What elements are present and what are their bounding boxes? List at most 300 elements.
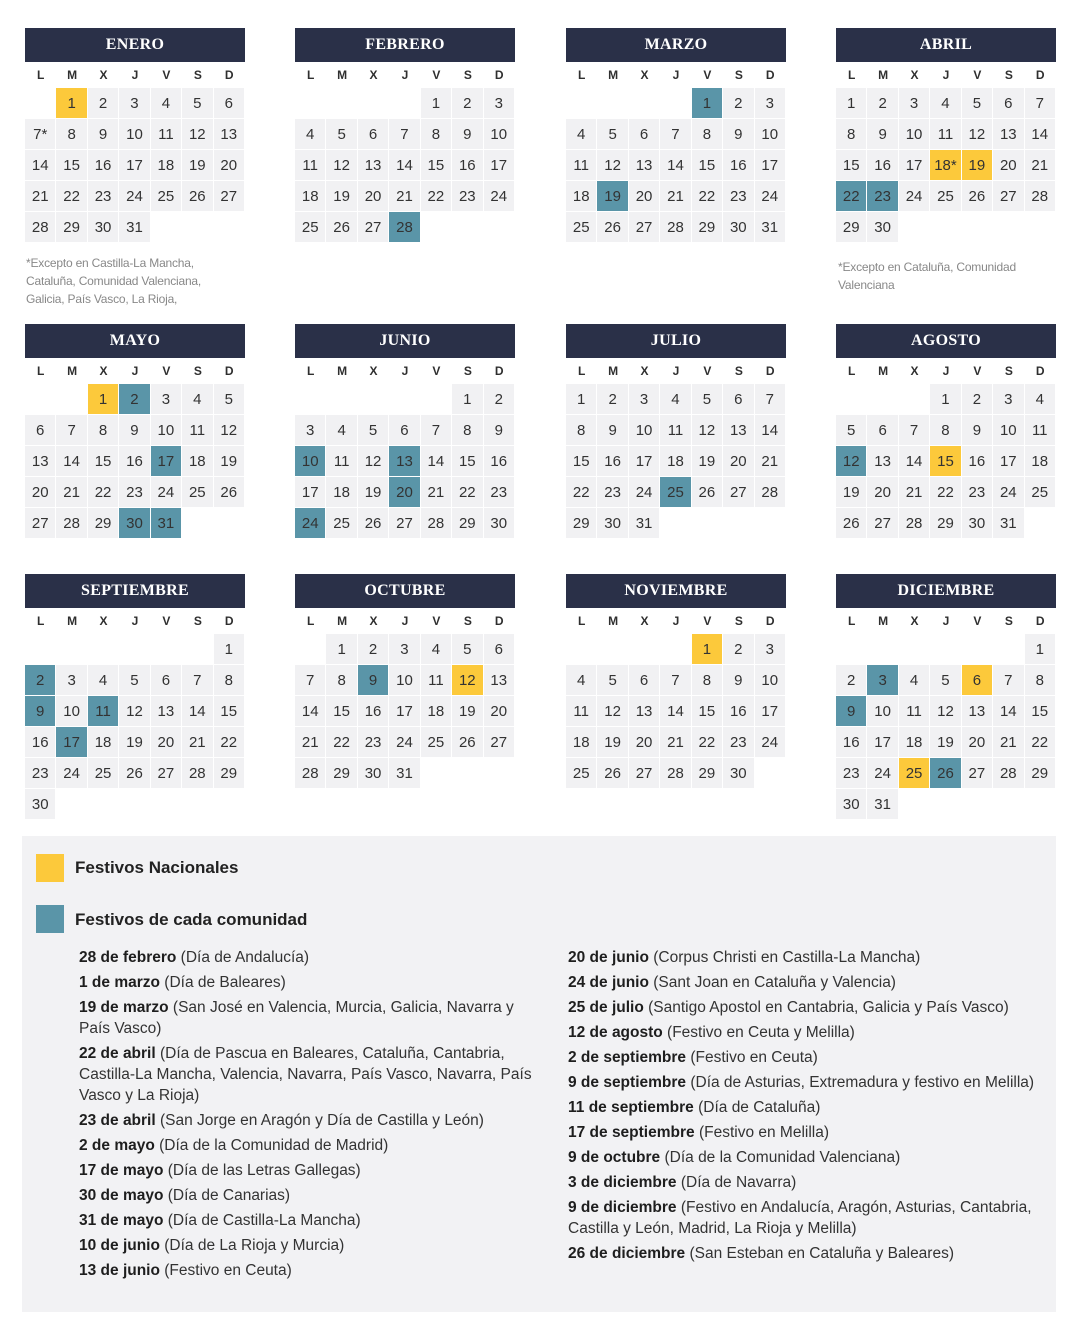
day-empty <box>295 384 326 415</box>
day-cell: 4 <box>930 88 961 119</box>
day-cell: 21 <box>182 727 213 758</box>
day-cell: 17 <box>755 150 786 181</box>
weekday-label: J <box>401 614 409 628</box>
weekday-label: X <box>910 614 919 628</box>
day-empty <box>962 634 993 665</box>
weekday-label: X <box>369 364 378 378</box>
day-cell: 31 <box>629 508 660 539</box>
day-cell: 25 <box>1025 477 1056 508</box>
weekday-label: V <box>432 68 441 82</box>
day-cell: 8 <box>56 119 87 150</box>
day-empty <box>25 634 56 665</box>
day-empty <box>899 634 930 665</box>
regional-legend-label: Festivos de cada comunidad <box>75 910 308 929</box>
day-cell: 31 <box>867 789 898 820</box>
day-cell: 8 <box>214 665 245 696</box>
holiday-date: 30 de mayo <box>79 1187 164 1204</box>
day-cell: 11 <box>1025 415 1056 446</box>
day-cell-regional: 22 <box>836 181 867 212</box>
day-cell-regional: 24 <box>295 508 326 539</box>
month-title: DICIEMBRE <box>836 574 1056 608</box>
weekday-label: S <box>193 364 202 378</box>
day-cell: 26 <box>836 508 867 539</box>
day-cell: 31 <box>755 212 786 243</box>
day-cell: 5 <box>692 384 723 415</box>
day-cell: 3 <box>629 384 660 415</box>
day-cell: 27 <box>629 212 660 243</box>
day-cell: 13 <box>151 696 182 727</box>
weekday-label: V <box>162 68 171 82</box>
weekday-label: M <box>878 364 889 378</box>
day-cell: 11 <box>421 665 452 696</box>
day-empty <box>389 384 420 415</box>
day-cell: 7 <box>182 665 213 696</box>
day-cell: 8 <box>692 665 723 696</box>
day-cell: 5 <box>597 665 628 696</box>
weekday-label: M <box>608 614 619 628</box>
day-empty <box>836 384 867 415</box>
weekday-header <box>25 608 245 634</box>
month-title: AGOSTO <box>836 324 1056 358</box>
day-cell: 9 <box>452 119 483 150</box>
day-cell: 16 <box>723 150 754 181</box>
day-cell: 28 <box>56 508 87 539</box>
day-cell: 10 <box>151 415 182 446</box>
day-empty <box>930 634 961 665</box>
day-cell: 23 <box>25 758 56 789</box>
day-cell: 4 <box>566 665 597 696</box>
day-cell: 21 <box>421 477 452 508</box>
month-title: JUNIO <box>295 324 515 358</box>
day-cell: 21 <box>389 181 420 212</box>
holiday-item <box>79 947 549 968</box>
day-cell: 22 <box>326 727 357 758</box>
day-cell: 7* <box>25 119 56 150</box>
day-cell: 11 <box>930 119 961 150</box>
day-cell: 14 <box>660 150 691 181</box>
weekday-label: J <box>131 364 139 378</box>
holiday-description: (Día de Castilla-La Mancha) <box>163 1212 361 1229</box>
day-cell: 17 <box>629 446 660 477</box>
day-grid <box>836 384 1056 539</box>
day-cell: 7 <box>295 665 326 696</box>
month-abril <box>836 28 1056 243</box>
day-cell: 23 <box>723 727 754 758</box>
month-julio <box>566 324 786 539</box>
holiday-item <box>79 1235 549 1256</box>
holiday-description: (Santigo Apostol en Cantabria, Galicia y País Vasco) <box>643 999 1009 1016</box>
day-cell: 13 <box>962 696 993 727</box>
legend-panel <box>22 836 1056 1312</box>
day-cell: 1 <box>452 384 483 415</box>
day-cell: 28 <box>899 508 930 539</box>
day-cell: 6 <box>151 665 182 696</box>
day-cell: 10 <box>899 119 930 150</box>
day-cell: 4 <box>899 665 930 696</box>
day-cell: 6 <box>629 119 660 150</box>
day-cell: 15 <box>452 446 483 477</box>
weekday-header <box>295 62 515 88</box>
day-cell: 16 <box>867 150 898 181</box>
day-cell: 26 <box>597 212 628 243</box>
day-grid <box>295 88 515 243</box>
day-cell: 19 <box>326 181 357 212</box>
day-cell: 8 <box>1025 665 1056 696</box>
day-cell: 24 <box>119 181 150 212</box>
day-cell: 16 <box>597 446 628 477</box>
day-empty <box>56 384 87 415</box>
day-cell: 9 <box>119 415 150 446</box>
day-cell: 3 <box>151 384 182 415</box>
day-cell: 10 <box>629 415 660 446</box>
holiday-date: 31 de mayo <box>79 1212 164 1229</box>
holiday-date: 12 de agosto <box>568 1024 663 1041</box>
day-cell: 6 <box>389 415 420 446</box>
weekday-label: D <box>765 614 775 628</box>
day-cell: 22 <box>930 477 961 508</box>
weekday-label: J <box>942 68 950 82</box>
day-cell: 29 <box>326 758 357 789</box>
day-cell: 3 <box>56 665 87 696</box>
day-cell: 15 <box>421 150 452 181</box>
weekday-label: M <box>67 68 78 82</box>
day-cell: 2 <box>358 634 389 665</box>
day-cell: 2 <box>452 88 483 119</box>
day-cell: 19 <box>358 477 389 508</box>
holiday-description: (Día de las Letras Gallegas) <box>163 1162 361 1179</box>
day-cell-regional: 17 <box>151 446 182 477</box>
day-cell: 29 <box>56 212 87 243</box>
month-title: JULIO <box>566 324 786 358</box>
day-cell: 8 <box>836 119 867 150</box>
holiday-date: 2 de mayo <box>79 1137 155 1154</box>
day-cell: 27 <box>25 508 56 539</box>
day-cell: 4 <box>182 384 213 415</box>
day-cell: 16 <box>836 727 867 758</box>
weekday-label: V <box>432 364 441 378</box>
holiday-description: (Festivo en Ceuta) <box>159 1262 292 1279</box>
day-cell: 15 <box>88 446 119 477</box>
day-cell: 15 <box>692 150 723 181</box>
weekday-label: X <box>640 68 649 82</box>
day-cell: 12 <box>182 119 213 150</box>
holiday-description: (Festivo en Andalucía, Aragón, Asturias, Cantabria, Castilla y León, Madrid, La Rioja y Melilla) <box>568 1199 1032 1237</box>
holiday-item <box>568 997 1048 1018</box>
day-cell-national: 18* <box>930 150 961 181</box>
holiday-item <box>79 972 549 993</box>
day-cell: 8 <box>452 415 483 446</box>
day-cell: 5 <box>119 665 150 696</box>
day-cell: 13 <box>484 665 515 696</box>
day-cell: 11 <box>295 150 326 181</box>
day-cell: 27 <box>993 181 1024 212</box>
day-cell: 21 <box>993 727 1024 758</box>
day-empty <box>660 88 691 119</box>
day-cell: 5 <box>326 119 357 150</box>
national-swatch <box>36 854 64 882</box>
weekday-label: X <box>99 614 108 628</box>
day-cell: 30 <box>484 508 515 539</box>
day-cell: 21 <box>660 727 691 758</box>
day-cell: 15 <box>1025 696 1056 727</box>
day-cell: 2 <box>597 384 628 415</box>
day-cell: 4 <box>1025 384 1056 415</box>
day-cell: 21 <box>1025 150 1056 181</box>
day-cell: 29 <box>930 508 961 539</box>
month-title: SEPTIEMBRE <box>25 574 245 608</box>
weekday-label: X <box>99 68 108 82</box>
day-cell-regional: 20 <box>389 477 420 508</box>
day-cell: 15 <box>692 696 723 727</box>
day-cell: 1 <box>1025 634 1056 665</box>
month-agosto <box>836 324 1056 539</box>
day-cell: 14 <box>755 415 786 446</box>
day-cell: 7 <box>660 119 691 150</box>
day-cell: 25 <box>295 212 326 243</box>
month-junio <box>295 324 515 539</box>
holiday-description: (Día de La Rioja y Murcia) <box>159 1237 345 1254</box>
day-cell: 17 <box>867 727 898 758</box>
day-cell-regional: 1 <box>692 88 723 119</box>
day-cell: 5 <box>182 88 213 119</box>
day-cell: 27 <box>962 758 993 789</box>
day-cell: 21 <box>660 181 691 212</box>
day-cell: 31 <box>993 508 1024 539</box>
day-cell: 15 <box>836 150 867 181</box>
weekday-label: S <box>463 68 472 82</box>
weekday-header <box>25 358 245 384</box>
day-cell: 27 <box>151 758 182 789</box>
weekday-label: V <box>432 614 441 628</box>
weekday-label: D <box>494 614 504 628</box>
day-cell: 29 <box>836 212 867 243</box>
weekday-label: L <box>307 614 315 628</box>
day-cell: 19 <box>930 727 961 758</box>
day-cell: 23 <box>452 181 483 212</box>
holiday-item <box>568 1047 1048 1068</box>
weekday-header <box>566 358 786 384</box>
day-cell: 18 <box>182 446 213 477</box>
weekday-label: V <box>973 364 982 378</box>
day-cell: 18 <box>566 727 597 758</box>
weekday-label: V <box>703 614 712 628</box>
month-octubre <box>295 574 515 789</box>
weekday-header <box>295 358 515 384</box>
weekday-label: J <box>672 364 680 378</box>
holiday-date: 23 de abril <box>79 1112 156 1129</box>
day-cell: 23 <box>597 477 628 508</box>
weekday-header <box>566 62 786 88</box>
day-cell: 15 <box>214 696 245 727</box>
month-title: NOVIEMBRE <box>566 574 786 608</box>
month-febrero <box>295 28 515 243</box>
holiday-item <box>79 1210 549 1231</box>
holiday-description: (San Jorge en Aragón y Día de Castilla y León) <box>155 1112 484 1129</box>
day-cell-regional: 11 <box>88 696 119 727</box>
month-marzo <box>566 28 786 243</box>
day-cell-regional: 9 <box>25 696 56 727</box>
day-cell: 20 <box>484 696 515 727</box>
holiday-item <box>568 1122 1048 1143</box>
abril-footnote: *Excepto en Cataluña, Comunidad Valenciana <box>838 260 1016 292</box>
day-cell: 17 <box>295 477 326 508</box>
day-empty <box>597 88 628 119</box>
day-cell: 31 <box>389 758 420 789</box>
weekday-label: X <box>640 614 649 628</box>
weekday-label: S <box>734 614 743 628</box>
day-cell-national: 25 <box>899 758 930 789</box>
day-empty <box>867 384 898 415</box>
day-cell: 17 <box>119 150 150 181</box>
month-title: FEBRERO <box>295 28 515 62</box>
day-grid <box>566 88 786 243</box>
day-cell: 25 <box>566 212 597 243</box>
holiday-date: 2 de septiembre <box>568 1049 687 1066</box>
day-empty <box>597 634 628 665</box>
month-noviembre <box>566 574 786 789</box>
day-cell: 18 <box>1025 446 1056 477</box>
weekday-label: L <box>578 68 586 82</box>
day-empty <box>629 88 660 119</box>
weekday-label: M <box>878 68 889 82</box>
day-cell: 9 <box>962 415 993 446</box>
day-cell: 10 <box>755 665 786 696</box>
day-cell: 20 <box>151 727 182 758</box>
day-empty <box>358 88 389 119</box>
day-cell-regional: 9 <box>358 665 389 696</box>
day-cell-national: 19 <box>962 150 993 181</box>
day-cell: 22 <box>692 181 723 212</box>
day-cell: 29 <box>566 508 597 539</box>
day-grid <box>566 384 786 539</box>
holiday-description: (Día de Canarias) <box>163 1187 291 1204</box>
weekday-label: L <box>848 614 856 628</box>
day-cell: 14 <box>182 696 213 727</box>
holiday-item <box>79 1185 549 1206</box>
day-cell: 12 <box>119 696 150 727</box>
day-cell: 5 <box>597 119 628 150</box>
day-cell: 2 <box>723 634 754 665</box>
holiday-description: (Sant Joan en Cataluña y Valencia) <box>648 974 896 991</box>
month-mayo <box>25 324 245 539</box>
weekday-label: S <box>734 364 743 378</box>
day-cell: 16 <box>358 696 389 727</box>
day-cell: 21 <box>56 477 87 508</box>
day-cell: 26 <box>119 758 150 789</box>
day-empty <box>660 634 691 665</box>
holiday-item <box>568 1172 1048 1193</box>
day-cell: 24 <box>755 727 786 758</box>
weekday-label: L <box>307 364 315 378</box>
month-title: ABRIL <box>836 28 1056 62</box>
day-cell: 30 <box>88 212 119 243</box>
month-septiembre <box>25 574 245 820</box>
day-empty <box>25 88 56 119</box>
weekday-label: X <box>910 68 919 82</box>
day-cell-regional: 17 <box>56 727 87 758</box>
weekday-label: J <box>672 68 680 82</box>
day-cell: 26 <box>182 181 213 212</box>
day-cell: 11 <box>660 415 691 446</box>
day-cell: 16 <box>723 696 754 727</box>
weekday-label: X <box>369 68 378 82</box>
holiday-description: (Día de Asturias, Extremadura y festivo en Melilla) <box>686 1074 1035 1091</box>
weekday-header <box>836 608 1056 634</box>
day-cell: 26 <box>597 758 628 789</box>
day-cell: 26 <box>358 508 389 539</box>
holidays-list-left <box>79 947 549 1285</box>
holiday-description: (Día de Cataluña) <box>693 1099 821 1116</box>
day-cell-regional: 19 <box>597 181 628 212</box>
day-cell: 18 <box>151 150 182 181</box>
day-cell: 4 <box>295 119 326 150</box>
day-cell: 13 <box>723 415 754 446</box>
day-cell: 9 <box>723 665 754 696</box>
day-cell: 28 <box>660 212 691 243</box>
day-cell: 22 <box>421 181 452 212</box>
day-cell: 24 <box>899 181 930 212</box>
day-empty <box>867 634 898 665</box>
holiday-description: (Festivo en Ceuta y Melilla) <box>662 1024 855 1041</box>
day-cell-national: 1 <box>88 384 119 415</box>
weekday-label: S <box>193 68 202 82</box>
day-cell: 8 <box>930 415 961 446</box>
day-cell: 30 <box>597 508 628 539</box>
day-cell: 23 <box>836 758 867 789</box>
day-cell: 6 <box>25 415 56 446</box>
day-cell: 24 <box>484 181 515 212</box>
day-cell: 5 <box>930 665 961 696</box>
day-cell: 14 <box>25 150 56 181</box>
holiday-description: (Festivo en Ceuta) <box>686 1049 818 1066</box>
weekday-label: D <box>224 364 234 378</box>
day-cell: 3 <box>993 384 1024 415</box>
holiday-description: (San Esteban en Cataluña y Baleares) <box>685 1245 954 1262</box>
day-cell: 16 <box>484 446 515 477</box>
holiday-date: 9 de diciembre <box>568 1199 677 1216</box>
weekday-label: S <box>463 614 472 628</box>
day-cell: 13 <box>629 150 660 181</box>
day-cell: 1 <box>214 634 245 665</box>
national-legend-label: Festivos Nacionales <box>75 858 239 877</box>
day-cell-regional: 10 <box>295 446 326 477</box>
weekday-label: J <box>942 614 950 628</box>
day-cell: 27 <box>214 181 245 212</box>
holiday-item <box>79 1135 549 1156</box>
weekday-label: J <box>942 364 950 378</box>
day-cell: 24 <box>755 181 786 212</box>
month-title: MAYO <box>25 324 245 358</box>
day-cell: 22 <box>566 477 597 508</box>
day-cell: 2 <box>836 665 867 696</box>
day-cell: 12 <box>358 446 389 477</box>
enero-footnote: *Excepto en Castilla-La Mancha, Cataluña, Comunidad Valenciana, Galicia, País Vasco, La Rioja, <box>26 256 202 306</box>
day-cell: 6 <box>993 88 1024 119</box>
day-cell: 20 <box>629 181 660 212</box>
day-cell: 20 <box>867 477 898 508</box>
day-cell: 24 <box>56 758 87 789</box>
day-cell: 27 <box>629 758 660 789</box>
holiday-date: 26 de diciembre <box>568 1245 686 1262</box>
day-cell: 12 <box>597 150 628 181</box>
day-cell: 28 <box>25 212 56 243</box>
day-cell: 20 <box>993 150 1024 181</box>
day-cell: 2 <box>484 384 515 415</box>
day-cell: 28 <box>1025 181 1056 212</box>
weekday-label: V <box>703 364 712 378</box>
day-cell: 27 <box>867 508 898 539</box>
holiday-item <box>568 1072 1048 1093</box>
